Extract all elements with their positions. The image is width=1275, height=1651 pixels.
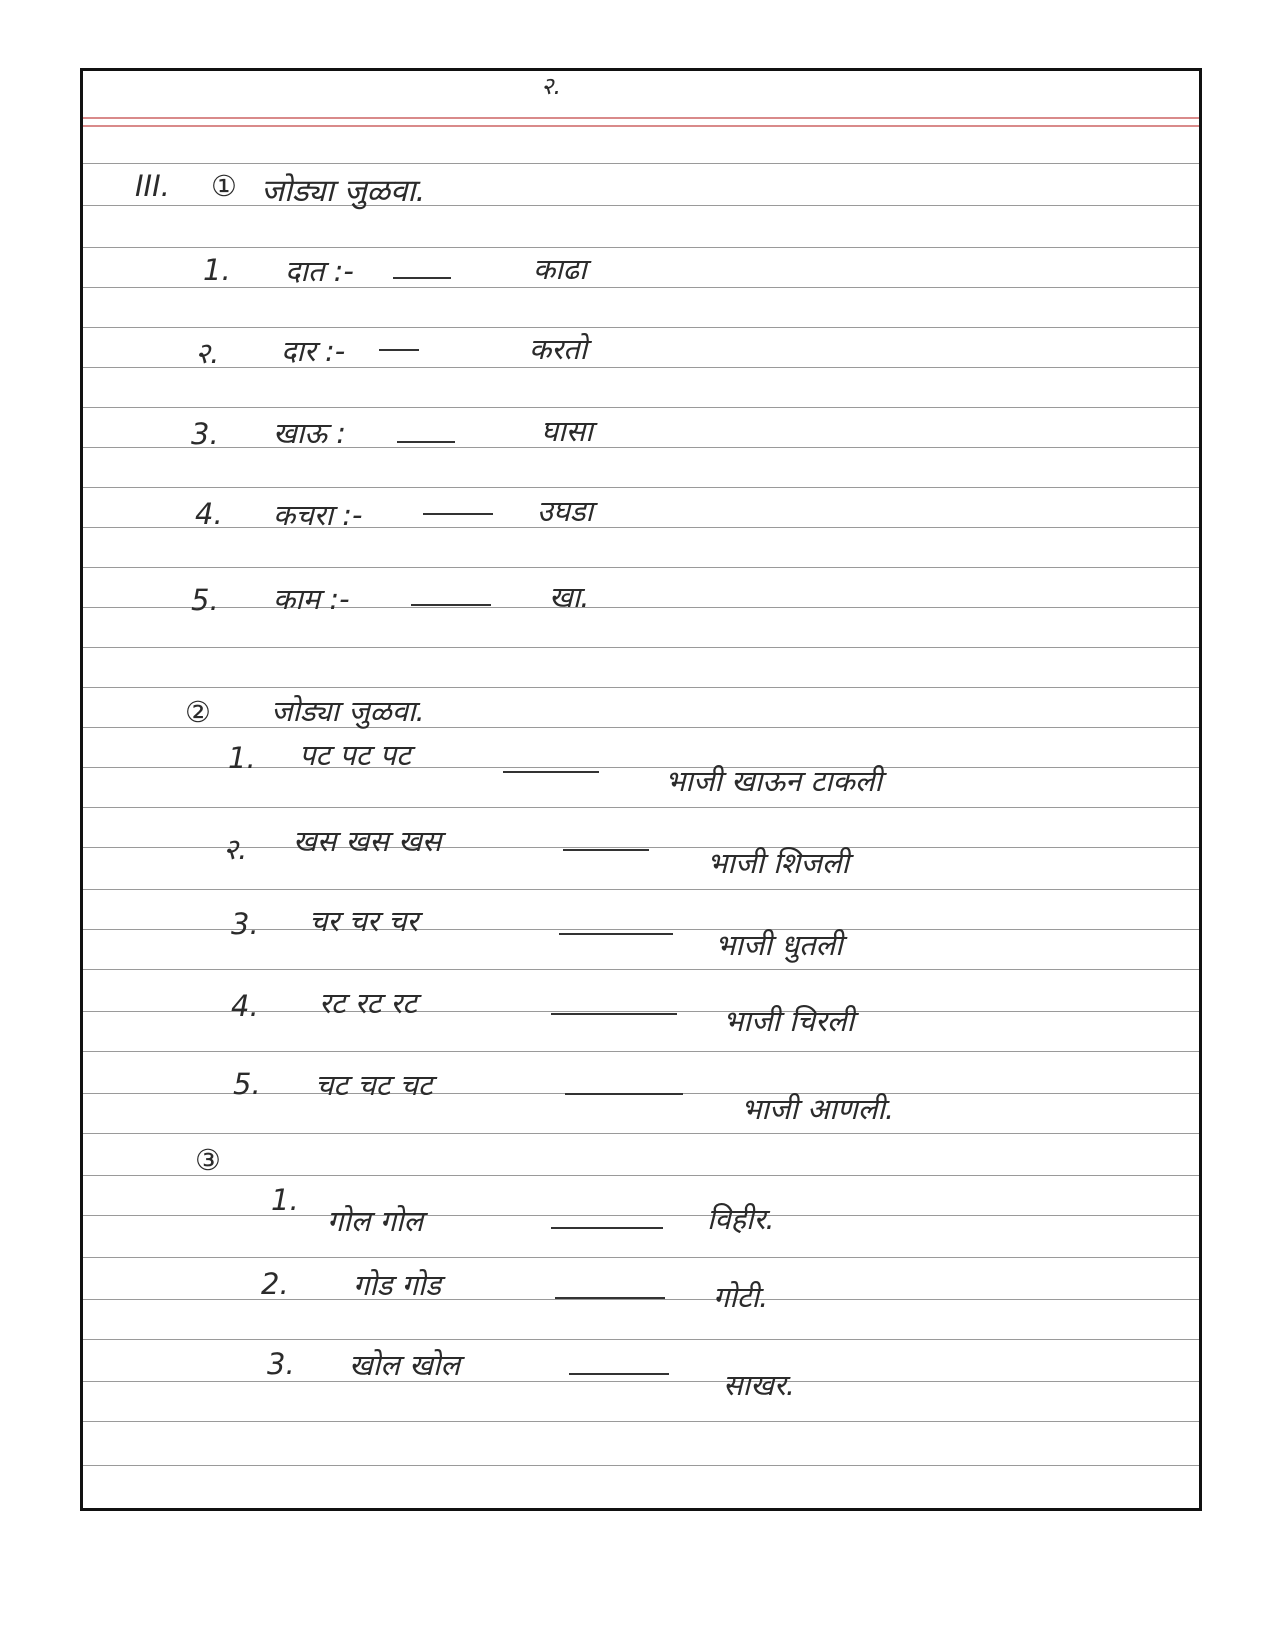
p3-row-right: साखर. bbox=[723, 1368, 795, 1402]
p2-row-left: रट रट रट bbox=[319, 986, 417, 1020]
answer-blank bbox=[551, 1013, 677, 1015]
ruled-line bbox=[83, 1215, 1199, 1216]
ruled-line bbox=[83, 527, 1199, 528]
p2-row-num: 5. bbox=[233, 1067, 261, 1101]
margin-line bbox=[83, 125, 1199, 127]
ruled-line bbox=[83, 205, 1199, 206]
p1-row-right: खा. bbox=[549, 580, 590, 614]
p2-row-num: 4. bbox=[231, 989, 259, 1023]
p2-row-right: भाजी आणली. bbox=[741, 1092, 895, 1126]
p1-row-left: कचरा :- bbox=[273, 498, 363, 532]
ruled-line bbox=[83, 607, 1199, 608]
p3-row-left: गोल गोल bbox=[327, 1204, 424, 1238]
ruled-line bbox=[83, 1465, 1199, 1466]
ruled-line bbox=[83, 1133, 1199, 1134]
ruled-line bbox=[83, 1299, 1199, 1300]
ruled-line bbox=[83, 807, 1199, 808]
p2-row-num: २. bbox=[223, 832, 248, 866]
p1-row-right: करतो bbox=[529, 332, 588, 366]
part2-heading: जोड्या जुळवा. bbox=[271, 694, 425, 728]
p1-row-num: 5. bbox=[191, 583, 219, 617]
answer-blank bbox=[555, 1297, 665, 1299]
p3-row-num: 3. bbox=[267, 1347, 295, 1381]
ruled-line bbox=[83, 1339, 1199, 1340]
p3-row-right: गोटी. bbox=[713, 1280, 769, 1314]
answer-blank bbox=[411, 604, 491, 606]
answer-blank bbox=[551, 1227, 663, 1229]
p1-row-right: काढा bbox=[533, 252, 587, 286]
p3-row-num: 2. bbox=[261, 1267, 289, 1301]
p2-row-left: चट चट चट bbox=[315, 1068, 433, 1102]
p2-row-right: भाजी शिजली bbox=[707, 846, 850, 880]
p1-row-num: 1. bbox=[203, 253, 231, 287]
p1-row-num: 3. bbox=[191, 417, 219, 451]
answer-blank bbox=[559, 933, 673, 935]
ruled-line bbox=[83, 367, 1199, 368]
ruled-line bbox=[83, 969, 1199, 970]
p2-row-left: खस खस खस bbox=[293, 824, 442, 858]
section-roman: III. bbox=[135, 169, 170, 203]
answer-blank bbox=[563, 849, 649, 851]
p1-row-left: दात :- bbox=[285, 254, 354, 288]
ruled-line bbox=[83, 1421, 1199, 1422]
ruled-line bbox=[83, 727, 1199, 728]
answer-blank bbox=[423, 513, 493, 515]
ruled-line bbox=[83, 1175, 1199, 1176]
p1-row-num: 4. bbox=[195, 497, 223, 531]
notebook-page bbox=[80, 68, 1202, 1511]
p1-row-left: खाऊ : bbox=[273, 416, 346, 450]
margin-line bbox=[83, 117, 1199, 119]
p2-row-right: भाजी धुतली bbox=[715, 928, 843, 962]
p1-row-left: काम :- bbox=[273, 582, 350, 616]
p2-row-left: चर चर चर bbox=[309, 904, 419, 938]
answer-blank bbox=[393, 277, 451, 279]
ruled-line bbox=[83, 407, 1199, 408]
p1-row-left: दार :- bbox=[281, 334, 346, 368]
ruled-line bbox=[83, 163, 1199, 164]
part3-number: ③ bbox=[195, 1143, 221, 1177]
p2-row-right: भाजी चिरली bbox=[723, 1004, 855, 1038]
ruled-line bbox=[83, 327, 1199, 328]
p1-row-right: उघडा bbox=[537, 494, 594, 528]
p2-row-num: 1. bbox=[228, 741, 256, 775]
page-number: २. bbox=[541, 72, 562, 100]
answer-blank bbox=[569, 1373, 669, 1375]
ruled-line bbox=[83, 1051, 1199, 1052]
ruled-line bbox=[83, 487, 1199, 488]
ruled-line bbox=[83, 647, 1199, 648]
ruled-line bbox=[83, 247, 1199, 248]
ruled-line bbox=[83, 447, 1199, 448]
part2-number: ② bbox=[185, 695, 211, 729]
section-part-number: ① bbox=[211, 169, 237, 203]
answer-blank bbox=[397, 441, 455, 443]
p1-row-right: घासा bbox=[541, 414, 593, 448]
answer-blank bbox=[379, 349, 419, 351]
ruled-line bbox=[83, 889, 1199, 890]
ruled-line bbox=[83, 847, 1199, 848]
ruled-line bbox=[83, 1381, 1199, 1382]
p3-row-left: गोड गोड bbox=[353, 1268, 441, 1302]
p3-row-num: 1. bbox=[271, 1183, 299, 1217]
answer-blank bbox=[503, 771, 599, 773]
p3-row-right: विहीर. bbox=[707, 1202, 775, 1236]
ruled-line bbox=[83, 1257, 1199, 1258]
section-heading: जोड्या जुळवा. bbox=[261, 173, 426, 209]
ruled-line bbox=[83, 287, 1199, 288]
ruled-line bbox=[83, 687, 1199, 688]
answer-blank bbox=[565, 1093, 683, 1095]
ruled-line bbox=[83, 567, 1199, 568]
p1-row-num: २. bbox=[195, 336, 220, 370]
p2-row-num: 3. bbox=[231, 907, 259, 941]
p2-row-right: भाजी खाऊन टाकली bbox=[665, 764, 883, 798]
p2-row-left: पट पट पट bbox=[299, 738, 411, 772]
p3-row-left: खोल खोल bbox=[349, 1348, 461, 1382]
